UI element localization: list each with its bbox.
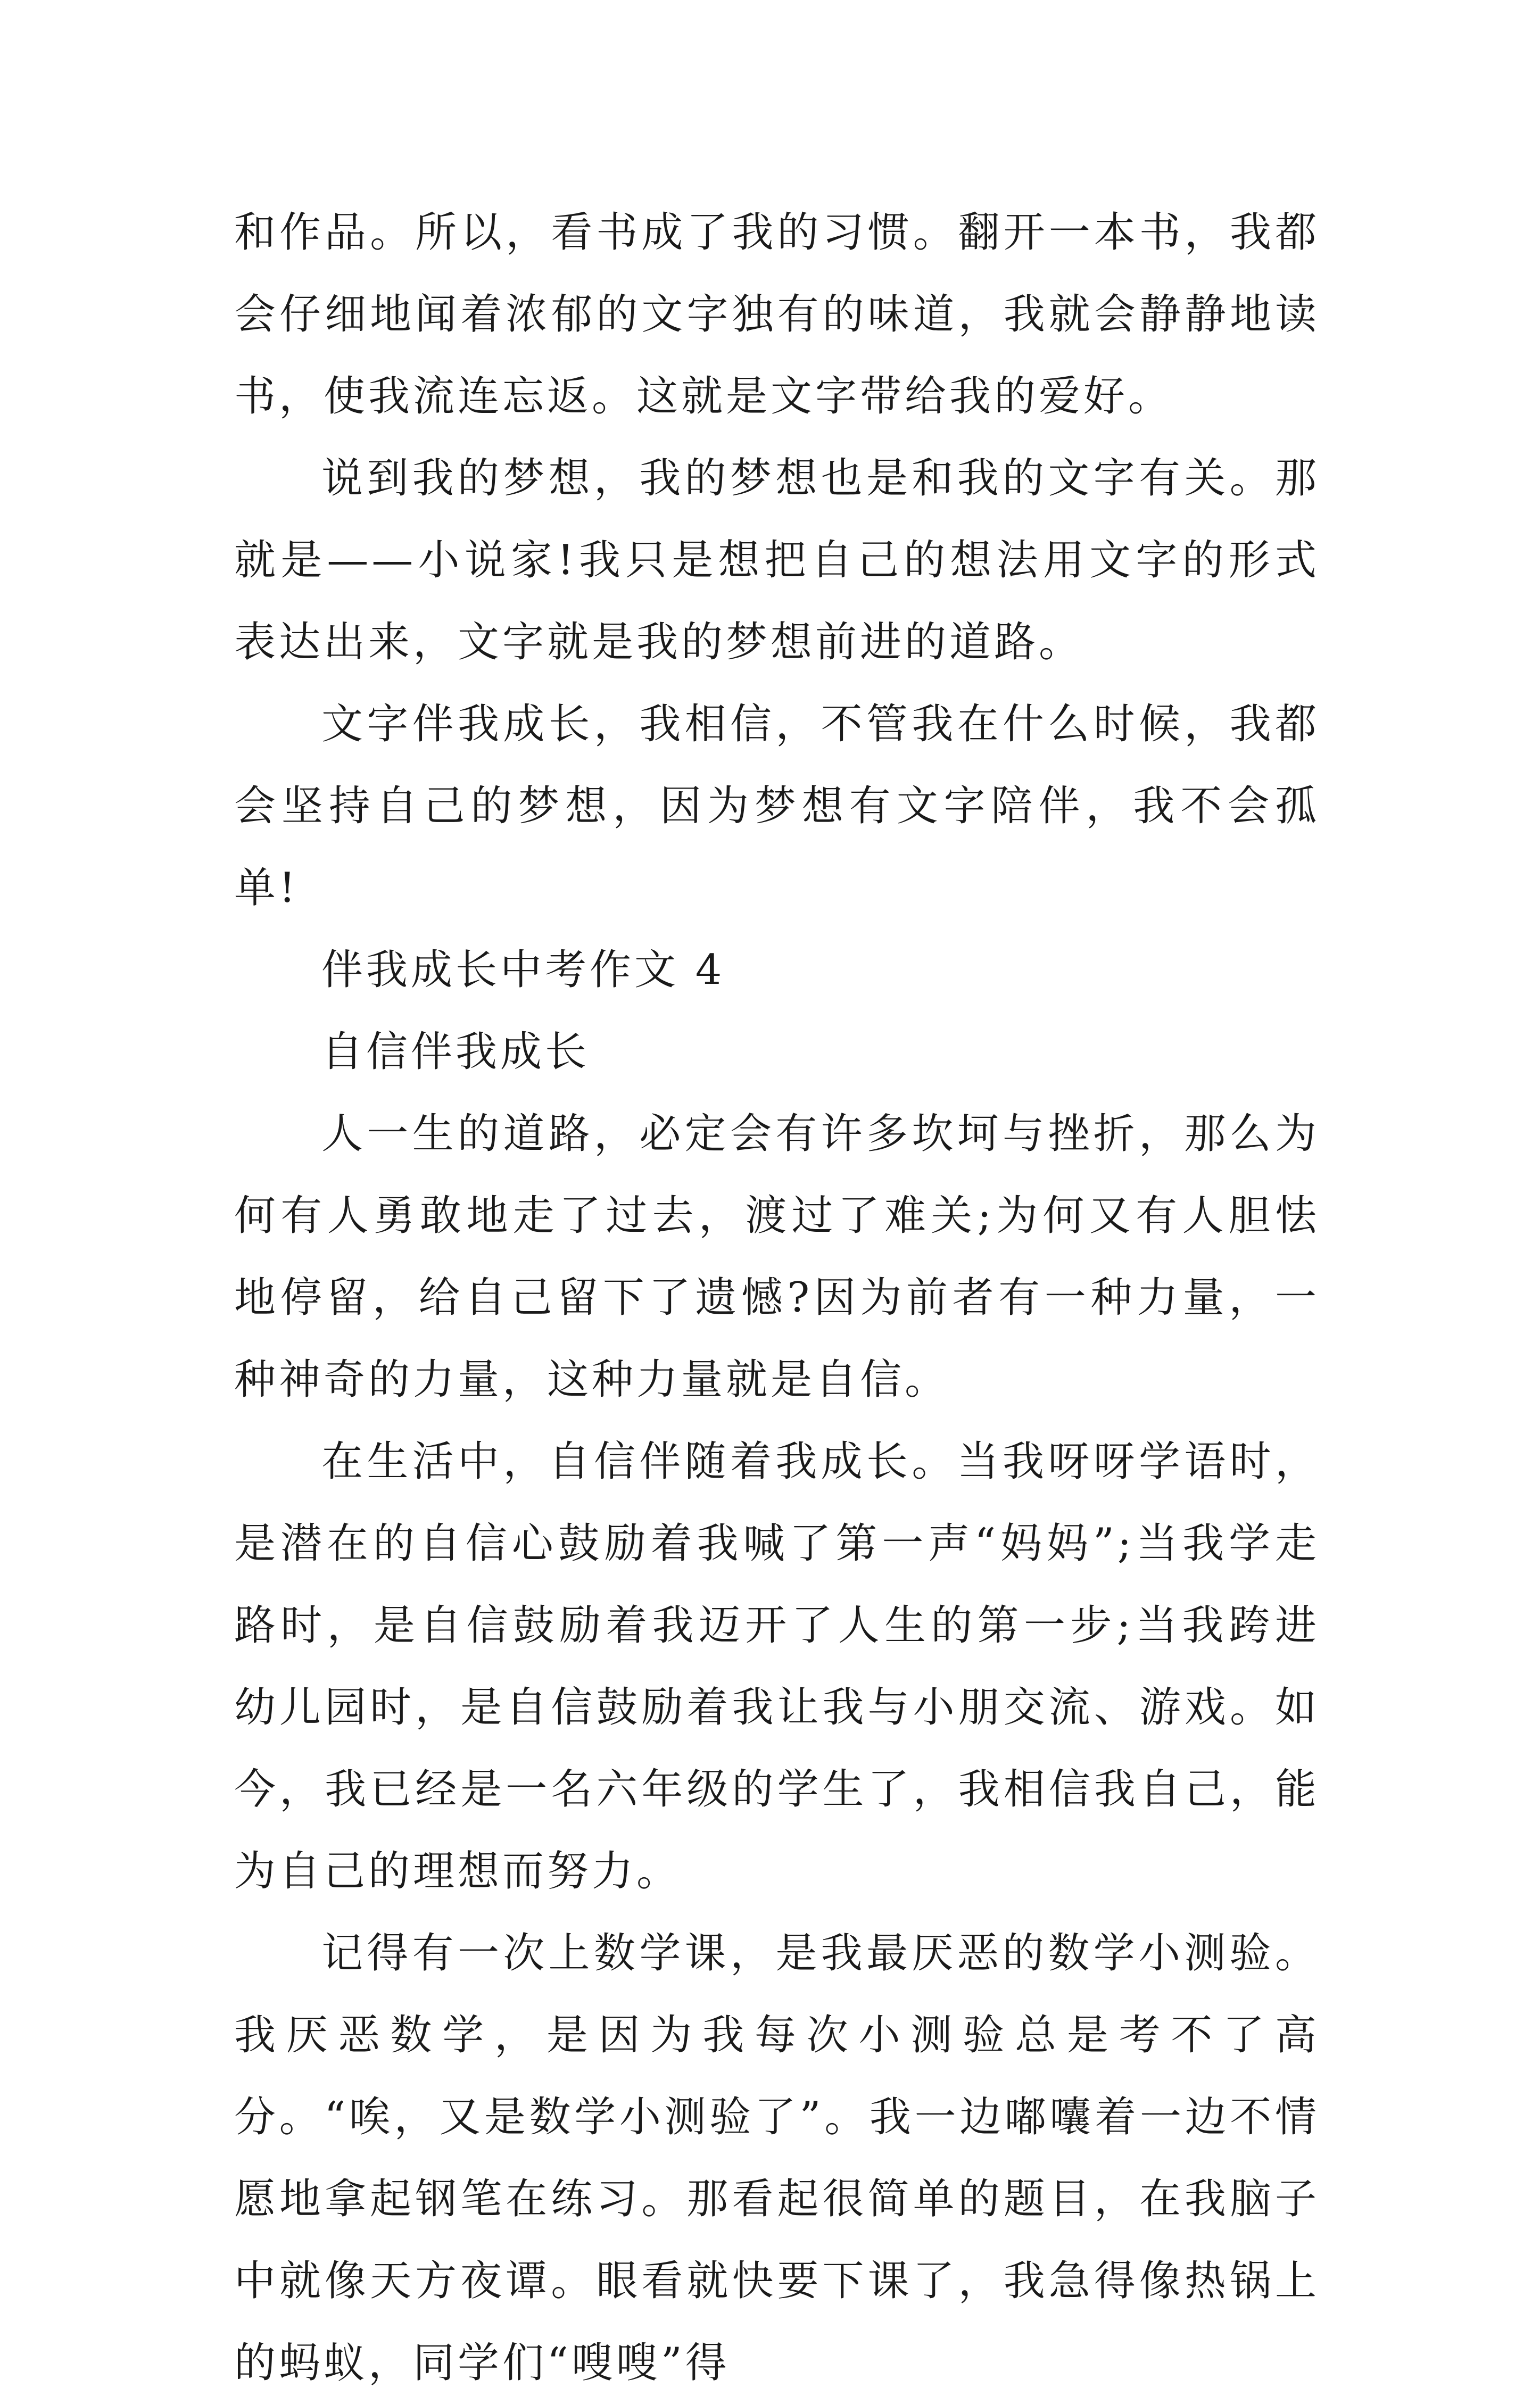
paragraph-confidence-intro: 人一生的道路，必定会有许多坎坷与挫折，那么为何有人勇敢地走了过去，渡过了难关;为何又有人胆怯地停留，给自己留下了遗憾?因为前者有一种力量，一种神奇的力量，这种力量就是自信。	[234, 1110, 1320, 1404]
essay-title: 自信伴我成长	[321, 1028, 590, 1076]
paragraph-math-test: 记得有一次上数学课，是我最厌恶的数学小测验。我厌恶数学，是因为我每次小测验总是考不了高分。“唉，又是数学小测验了”。我一边嘟囔着一边不情愿地拿起钢笔在练习。那看起很简单的题目，在我脑子中就像天方夜谭。眼看就快要下课了，我急得像热锅上的蚂蚁，同学们“嗖嗖”得	[234, 1929, 1320, 2387]
paragraph-confidence-life: 在生活中，自信伴随着我成长。当我呀呀学语时，是潜在的自信心鼓励着我喊了第一声“妈妈”;当我学走路时，是自信鼓励着我迈开了人生的第一步;当我跨进幼儿园时，是自信鼓励着我让我与小朋交流、游戏。如今，我已经是一名六年级的学生了，我相信我自己，能为自己的理想而努力。	[234, 1438, 1320, 1895]
paragraph-reading-habit: 和作品。所以，看书成了我的习惯。翻开一本书，我都会仔细地闻着浓郁的文字独有的味道，我就会静静地读书，使我流连忘返。这就是文字带给我的爱好。	[234, 209, 1320, 420]
paragraph-dream: 说到我的梦想，我的梦想也是和我的文字有关。那就是——小说家!我只是想把自己的想法用文字的形式表达出来，文字就是我的梦想前进的道路。	[234, 454, 1320, 666]
paragraph-growth: 文字伴我成长，我相信，不管我在什么时候，我都会坚持自己的梦想，因为梦想有文字陪伴，我不会孤单!	[234, 700, 1320, 912]
document-body	[234, 192, 1320, 2404]
essay-number-heading: 伴我成长中考作文 4	[321, 946, 725, 994]
